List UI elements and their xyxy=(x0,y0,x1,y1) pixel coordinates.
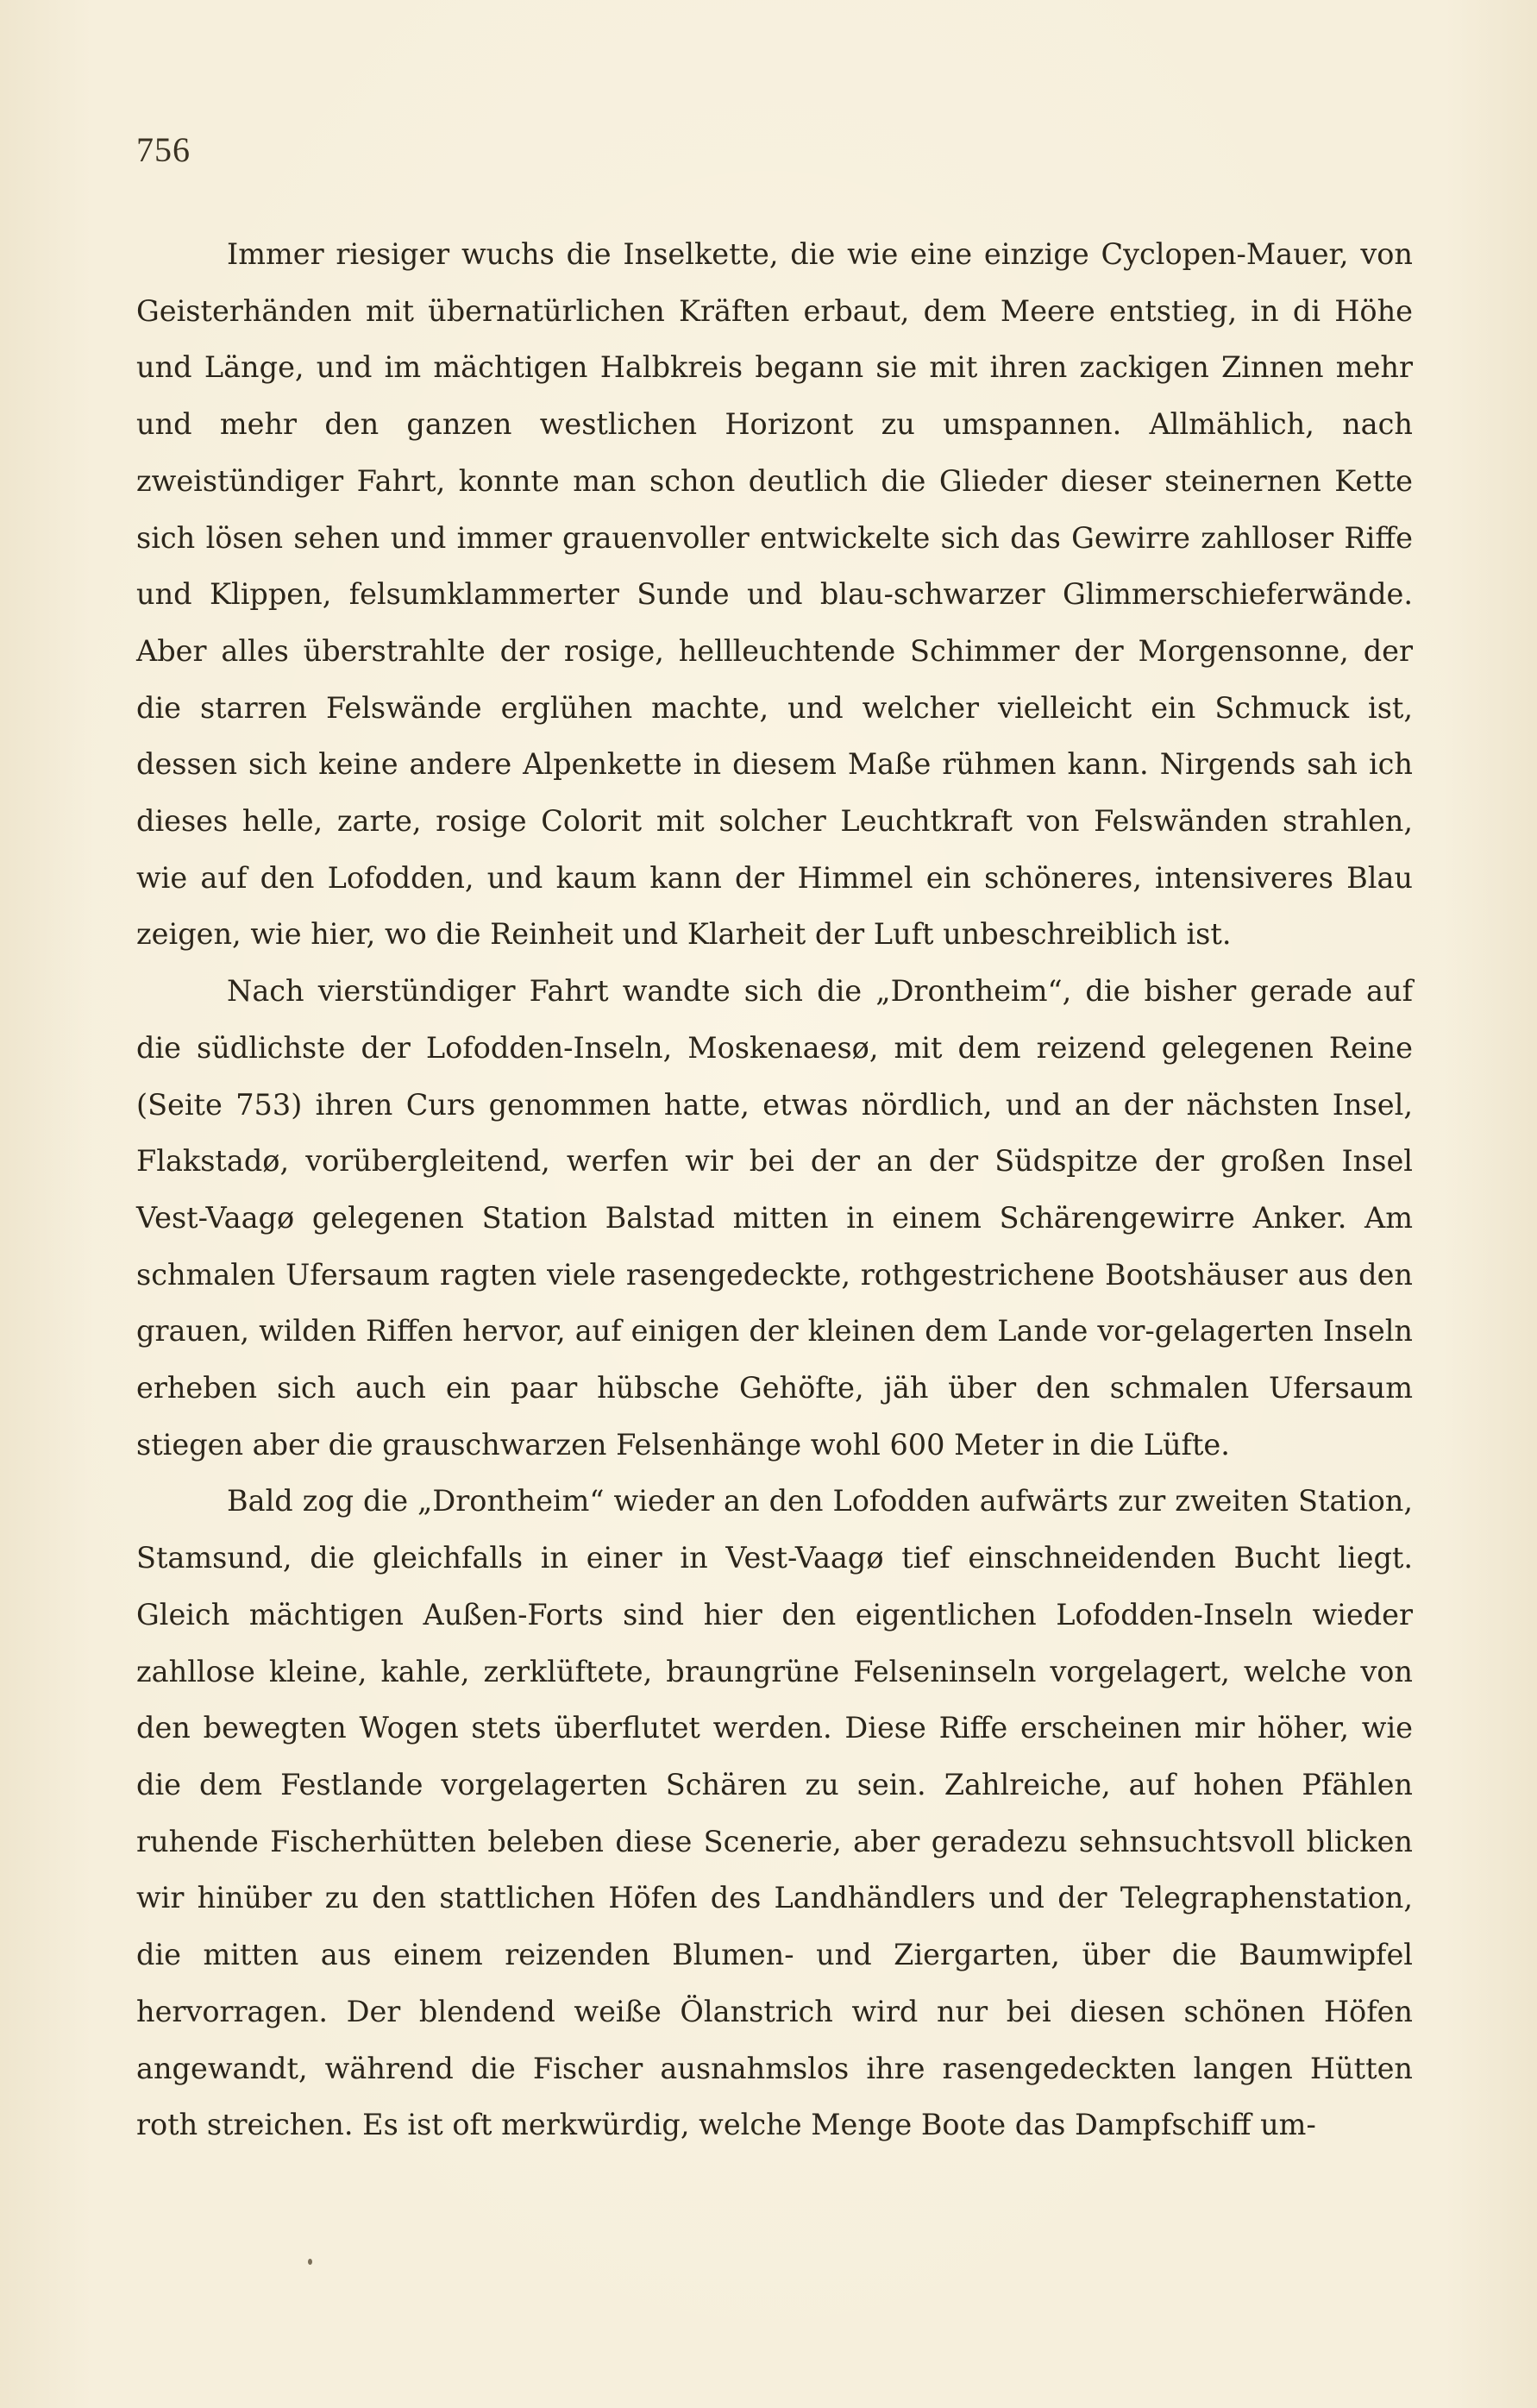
page-number: 756 xyxy=(136,130,191,169)
paragraph-2: Nach vierstündiger Fahrt wandte sich die „Drontheim“, die bisher gerade auf die südlichste der Lofodden-Inseln, Moskenaesø, mit dem reizend gelegenen Reine (Seite 753) ihren Curs genommen hatte, etwas nördlich, und an der nächsten Insel, Flakstadø, vorübergleitend, werfen wir bei der an der Südspitze der großen Insel Vest-Vaagø gelegenen Station Balstad mitten in einem Schärengewirre Anker. Am schmalen Ufersaum ragten viele rasengedeckte, rothgestrichene Bootshäuser aus den grauen, wilden Riffen hervor, auf einigen der kleinen dem Lande vor-gelagerten Inseln erheben sich auch ein paar hübsche Gehöfte, jäh über den schmalen Ufersaum stiegen aber die grauschwarzen Felsenhänge wohl 600 Meter in die Lüfte. xyxy=(136,974,1413,1462)
paragraph-1: Immer riesiger wuchs die Inselkette, die wie eine einzige Cyclopen-Mauer, von Geisterhänden mit übernatürlichen Kräften erbaut, dem Meere entstieg, in di Höhe und Länge, und im mächtigen Halbkreis begann sie mit ihren zackigen Zinnen mehr und mehr den ganzen westlichen Horizont zu umspannen. Allmählich, nach zweistündiger Fahrt, konnte man schon deutlich die Glieder dieser steinernen Kette sich lösen sehen und immer grauenvoller entwickelte sich das Gewirre zahlloser Riffe und Klippen, felsumklammerter Sunde und blau-schwarzer Glimmerschieferwände. Aber alles überstrahlte der rosige, hellleuchtende Schimmer der Morgensonne, der die starren Felswände erglühen machte, und welcher vielleicht ein Schmuck ist, dessen sich keine andere Alpenkette in diesem Maße rühmen kann. Nirgends sah ich dieses helle, zarte, rosige Colorit mit solcher Leuchtkraft von Felswänden strahlen, wie auf den Lofodden, und kaum kann der Himmel ein schöneres, intensiveres Blau zeigen, wie hier, wo die Reinheit und Klarheit der Luft unbeschreiblich ist. xyxy=(136,237,1413,952)
paragraph-3: Bald zog die „Drontheim“ wieder an den Lofodden aufwärts zur zweiten Station, Stamsund, die gleichfalls in einer in Vest-Vaagø tief einschneidenden Bucht liegt. Gleich mächtigen Außen-Forts sind hier den eigentlichen Lofodden-Inseln wieder zahllose kleine, kahle, zerklüftete, braungrüne Felseninseln vorgelagert, welche von den bewegten Wogen stets überflutet werden. Diese Riffe erscheinen mir höher, wie die dem Festlande vorgelagerten Schären zu sein. Zahlreiche, auf hohen Pfählen ruhende Fischerhütten beleben diese Scenerie, aber geradezu sehnsuchtsvoll blicken wir hinüber zu den stattlichen Höfen des Landhändlers und der Telegraphenstation, die mitten aus einem reizenden Blumen- und Ziergarten, über die Baumwipfel hervorragen. Der blendend weiße Ölanstrich wird nur bei diesen schönen Höfen angewandt, während die Fischer ausnahmslos ihre rasengedeckten langen Hütten roth streichen. Es ist oft merkwürdig, welche Menge Boote das Dampfschiff um- xyxy=(136,1484,1413,2142)
paper-speck xyxy=(308,2259,312,2265)
body-text xyxy=(136,226,1413,2153)
